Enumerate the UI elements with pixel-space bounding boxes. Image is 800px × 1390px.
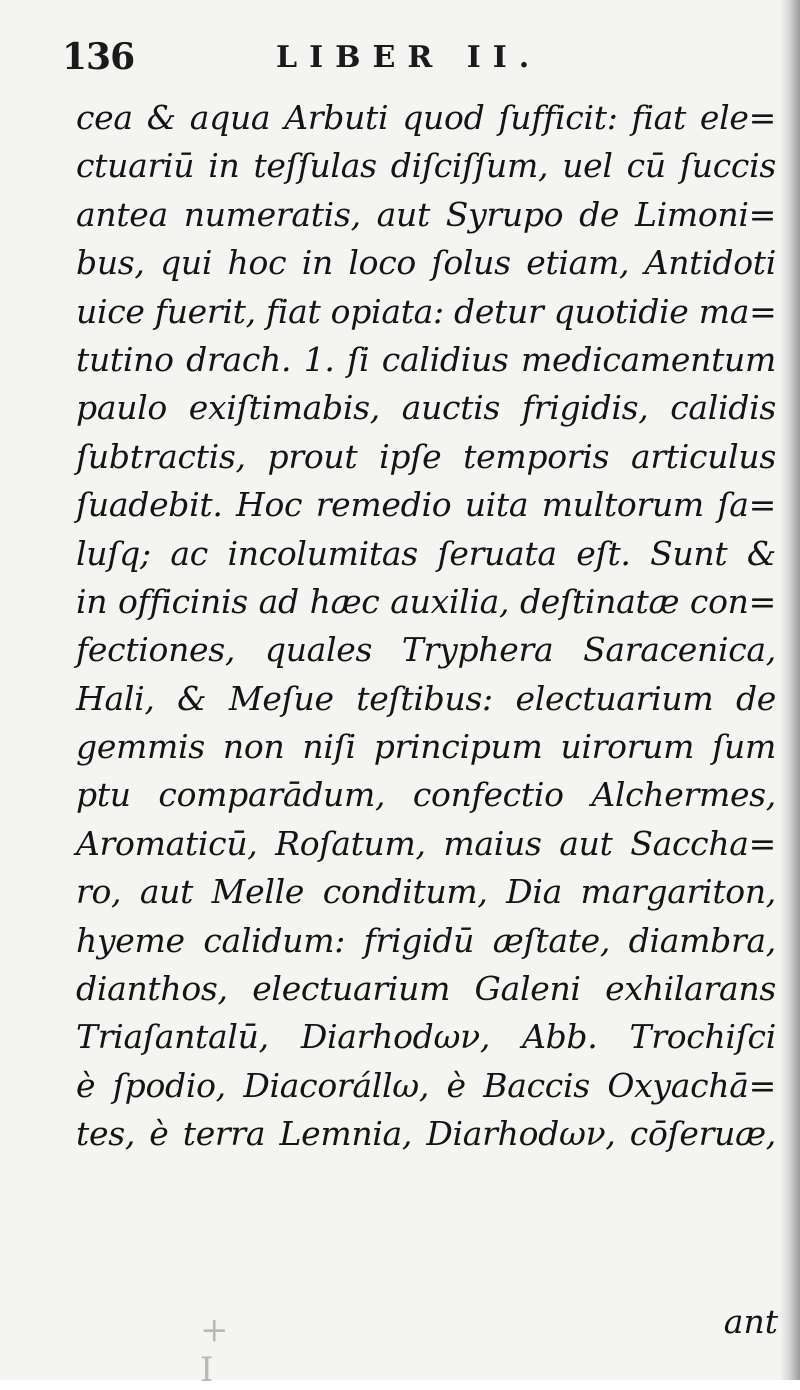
text-line: hyeme calidum: frigidū æſtate, diambra, (76, 920, 776, 960)
signature-mark: + I (200, 1310, 259, 1390)
text-line: bus, qui hoc in loco ſolus etiam, Antidoti (76, 243, 776, 283)
body-text (76, 94, 776, 1159)
text-line: dianthos, electuarium Galeni exhilarans (76, 969, 776, 1009)
text-line: tutino drach. 1. ſi calidius medicamentum (76, 339, 776, 379)
text-line: fectiones, quales Tryphera Saracenica, (76, 630, 776, 670)
text-line: paulo exiſtimabis, auctis frigidis, calidis (76, 388, 776, 428)
running-head: LIBER II. (276, 40, 542, 75)
page-number: 136 (62, 36, 135, 78)
text-line: luſq; ac incolumitas ſeruata eſt. Sunt & (76, 533, 776, 573)
text-line: ſuadebit. Hoc remedio uita multorum ſa= (76, 485, 776, 525)
text-line: ptu comparādum, confectio Alchermes, (76, 775, 776, 815)
text-line: Triaſantalū, Diarhodων, Abb. Trochiſci (76, 1017, 776, 1057)
page-edge-shadow (780, 0, 800, 1380)
text-line: gemmis non niſi principum uirorum ſum (76, 727, 776, 767)
text-line: cea & aqua Arbuti quod ſufficit: fiat ele= (76, 98, 776, 137)
text-line: ro, aut Melle conditum, Dia margariton, (76, 872, 776, 912)
text-line: in officinis ad hæc auxilia, deſtinatæ con= (76, 581, 776, 621)
page-header (62, 36, 582, 86)
text-line: Aromaticū, Roſatum, maius aut Saccha= (76, 823, 776, 863)
text-line: Hali, & Meſue teſtibus: electuarium de (76, 678, 776, 718)
text-line: ctuariū in teſſulas diſciſſum, uel cū ſuccis (76, 146, 776, 186)
text-line: antea numeratis, aut Syrupo de Limoni= (76, 194, 776, 234)
text-line: ſubtractis, prout ipſe temporis articulus (76, 436, 776, 476)
text-line: uice fuerit, fiat opiata: detur quotidie ma= (76, 291, 777, 331)
catchword: ant (723, 1302, 778, 1341)
text-line: è ſpodio, Diacorállω, è Baccis Oxyachā= (76, 1065, 776, 1105)
text-line: tes, è terra Lemnia, Diarhodων, cōſeruæ, (76, 1114, 776, 1154)
